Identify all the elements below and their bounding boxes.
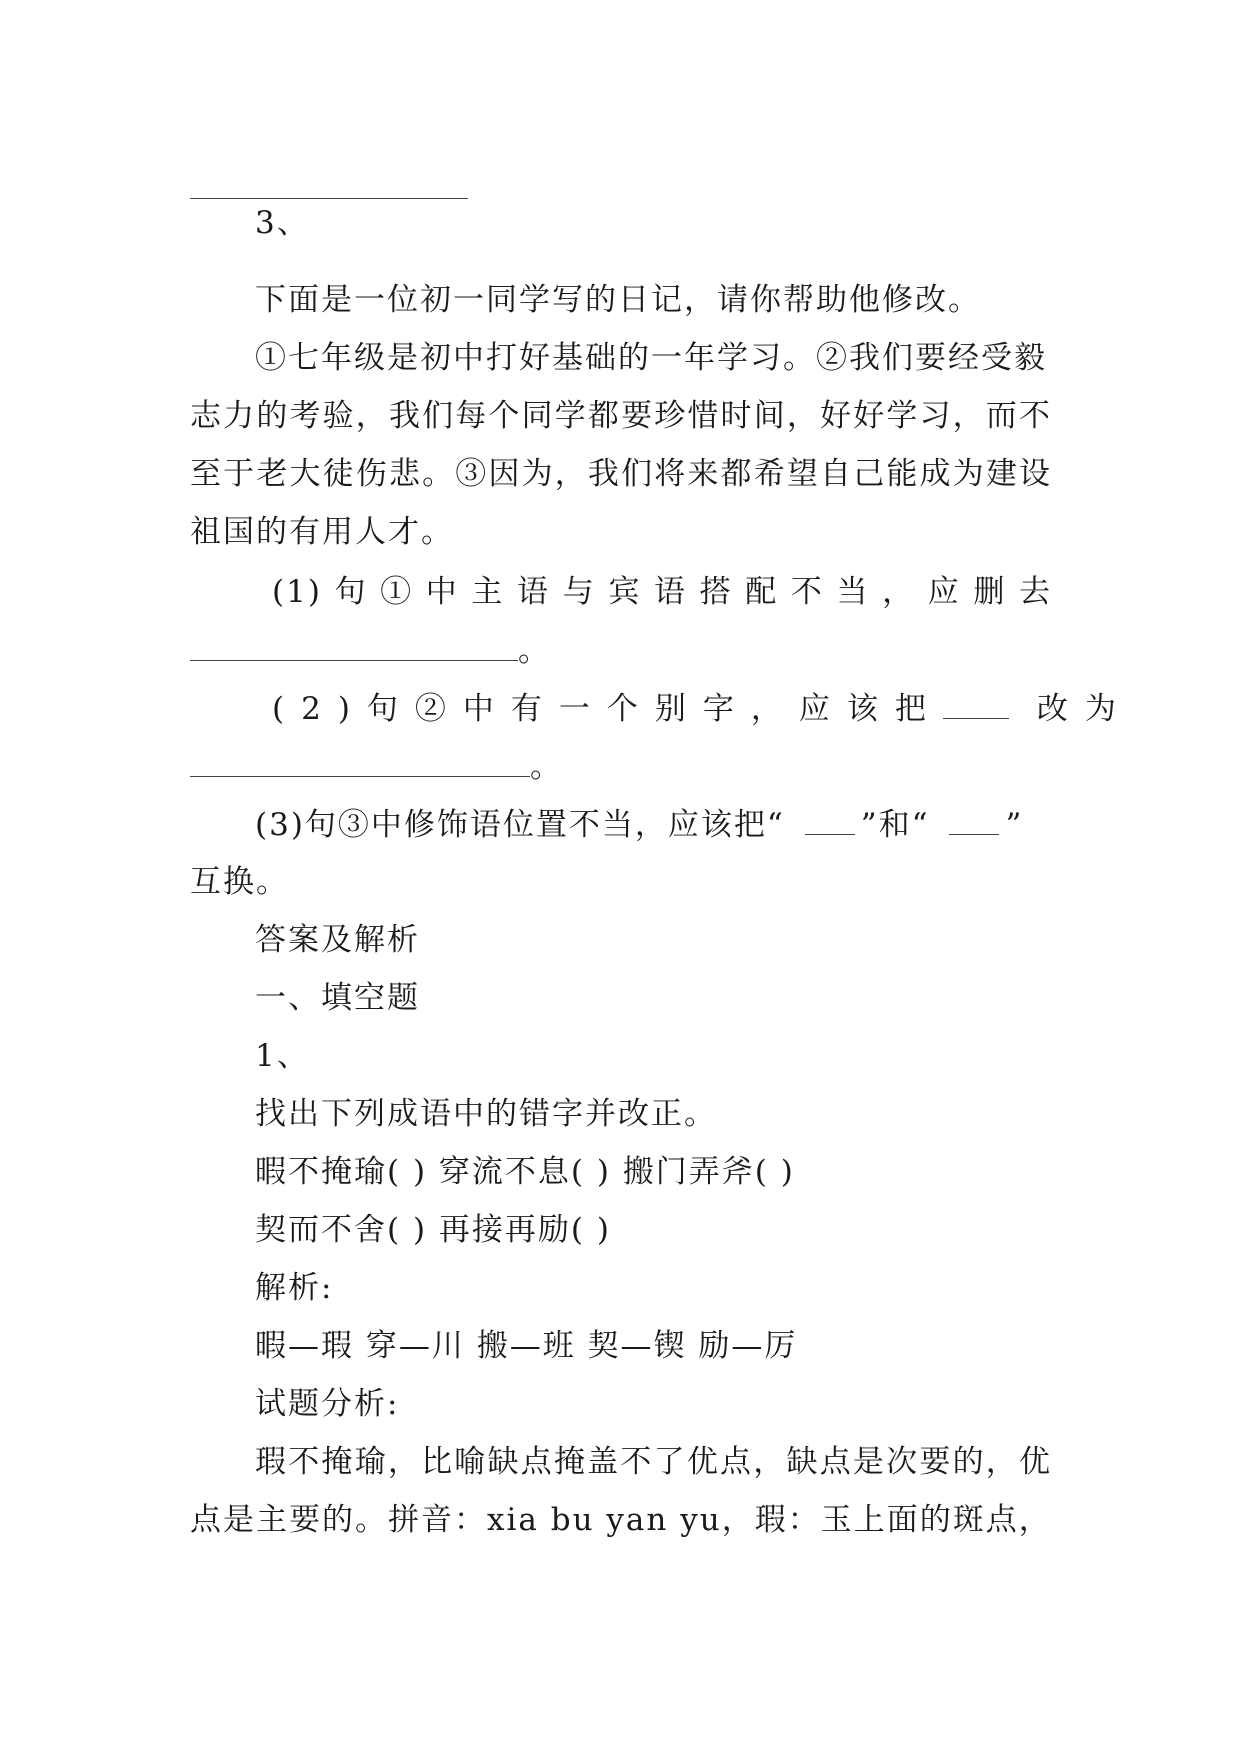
analysis-label: 解析: — [255, 1270, 334, 1306]
sub-question-3-tail: 互换。 — [190, 864, 289, 900]
sub-question-1: (1)句①中主语与宾语搭配不当，应删去 — [272, 574, 1052, 610]
passage-line: 志力的考验，我们每个同学都要珍惜时间，好好学习，而不 — [190, 398, 1052, 434]
question-prompt: 找出下列成语中的错字并改正。 — [255, 1096, 717, 1132]
passage-line: 祖国的有用人才。 — [190, 514, 454, 550]
fill-blank[interactable] — [943, 688, 1009, 719]
idioms-line: 暇不掩瑜( ) 穿流不息( ) 搬门弄斧( ) — [255, 1154, 795, 1190]
period: 。 — [530, 749, 563, 785]
sub-question-1-blank-row — [190, 630, 551, 671]
answer-blank-line — [190, 198, 468, 199]
idioms-line: 契而不舍( ) 再接再励( ) — [255, 1212, 611, 1248]
sub-question-2 — [272, 688, 1133, 729]
fill-blank[interactable] — [949, 804, 999, 835]
question-number: 3、 — [255, 205, 310, 241]
passage-line: 至于老大徒伤悲。③因为，我们将来都希望自己能成为建设 — [190, 456, 1052, 492]
analysis-answer: 暇—瑕 穿—川 搬—班 契—锲 励—厉 — [255, 1328, 798, 1364]
sub-question-3-text-b: ”和“ — [860, 807, 930, 843]
fill-blank[interactable] — [190, 630, 518, 661]
detail-line: 瑕不掩瑜，比喻缺点掩盖不了优点，缺点是次要的，优 — [255, 1444, 1052, 1480]
passage-line: ①七年级是初中打好基础的一年学习。②我们要经受毅 — [255, 340, 1047, 376]
sub-question-2-text-a: (2)句②中有一个别字，应该把 — [272, 691, 943, 727]
sub-question-2-blank-row — [190, 746, 563, 787]
fill-blank[interactable] — [190, 746, 530, 777]
detail-label: 试题分析: — [255, 1386, 400, 1422]
period: 。 — [518, 633, 551, 669]
answers-heading: 答案及解析 — [255, 922, 420, 958]
fill-blank[interactable] — [805, 804, 855, 835]
detail-line: 点是主要的。拼音：xia bu yan yu，瑕：玉上面的斑点， — [190, 1502, 1052, 1538]
sub-question-3-text-c: ” — [1005, 807, 1024, 843]
sub-question-3-text-a: (3)句③中修饰语位置不当，应该把“ — [255, 807, 785, 843]
sub-question-2-text-b: 改为 — [1036, 691, 1133, 727]
sub-question-3 — [255, 804, 1023, 845]
question-number: 1、 — [255, 1038, 310, 1074]
question-intro: 下面是一位初一同学写的日记，请你帮助他修改。 — [255, 282, 981, 318]
section-title: 一、填空题 — [255, 980, 420, 1016]
